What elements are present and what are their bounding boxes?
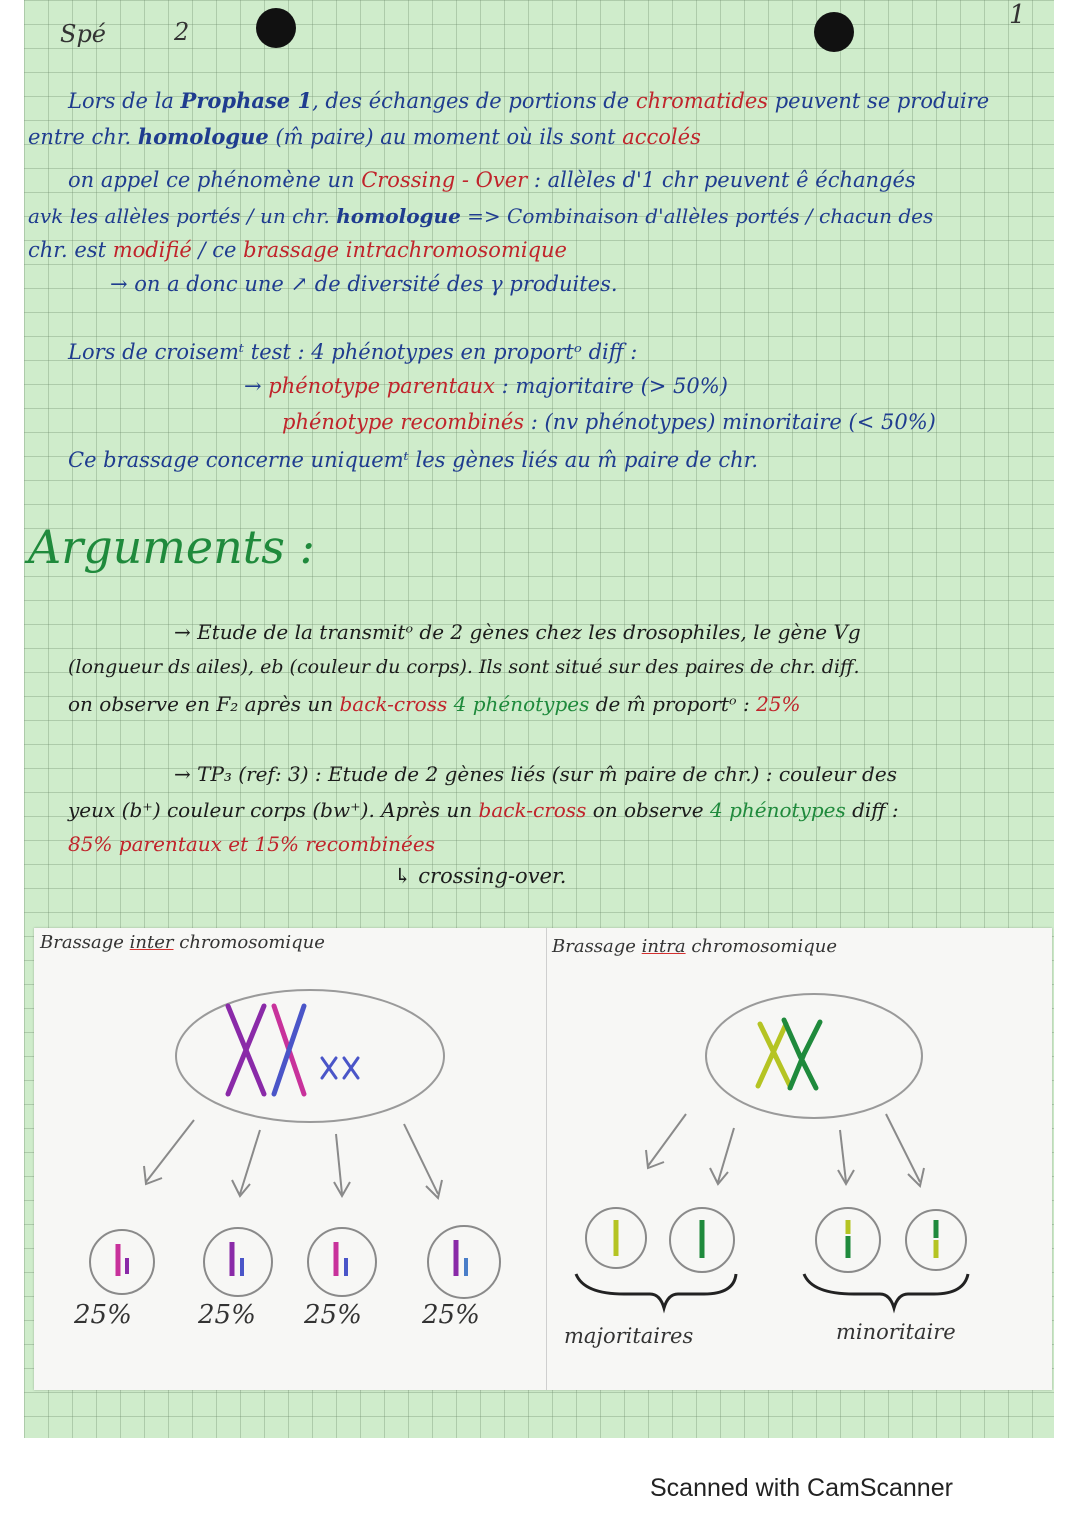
chapter-number: 2 bbox=[174, 18, 190, 46]
left-diagram-title: Brassage inter chromosomique bbox=[40, 932, 325, 953]
chromosomes-right-icon bbox=[758, 1020, 820, 1088]
binder-hole-icon bbox=[256, 8, 296, 48]
paragraph1-line2: entre chr. homologue (m̂ paire) au moment où ils sont accolés bbox=[28, 124, 701, 149]
argument2-line4: ↳ crossing-over. bbox=[394, 864, 567, 888]
page-number: 1 bbox=[1009, 0, 1026, 30]
percent-label: 25% bbox=[198, 1300, 256, 1330]
percent-label: 25% bbox=[74, 1300, 132, 1330]
paragraph2-line2: → phénotype parentaux : majoritaire (> 50%) bbox=[244, 374, 728, 398]
mother-cell-left bbox=[176, 990, 444, 1122]
percent-label: 25% bbox=[304, 1300, 362, 1330]
paragraph2-line3: phénotype recombinés : (nv phénotypes) minoritaire (< 50%) bbox=[282, 410, 936, 434]
division-arrows-right-icon bbox=[646, 1114, 924, 1186]
brace-majoritaires-icon bbox=[576, 1274, 736, 1308]
division-arrows-left-icon bbox=[144, 1120, 442, 1198]
arguments-heading: Arguments : bbox=[28, 520, 315, 574]
brace-minoritaire-icon bbox=[804, 1274, 968, 1308]
label-minoritaire: minoritaire bbox=[836, 1320, 956, 1344]
argument2-line1: → TP₃ (ref: 3) : Etude de 2 gènes liés (sur m̂ paire de chr.) : couleur des bbox=[174, 762, 897, 786]
right-diagram-title: Brassage intra chromosomique bbox=[552, 936, 838, 957]
paragraph1-line3: on appel ce phénomène un Crossing - Over : allèles d'1 chr peuvent ê échangés bbox=[68, 168, 916, 192]
label-majoritaires: majoritaires bbox=[564, 1324, 694, 1348]
gametes-right bbox=[586, 1208, 966, 1272]
gamete-cell bbox=[308, 1228, 376, 1296]
mother-cell-right bbox=[706, 994, 922, 1118]
gametes-left bbox=[90, 1226, 500, 1298]
gamete-cell bbox=[90, 1230, 154, 1294]
argument2-line3: 85% parentaux et 15% recombinées bbox=[68, 832, 435, 856]
paragraph1-line1: Lors de la Prophase 1, des échanges de portions de chromatides peuvent se produire bbox=[68, 88, 990, 113]
chromosomes-left-icon bbox=[228, 1006, 358, 1094]
argument1-line1: → Etude de la transmitᵒ de 2 gènes chez les drosophiles, le gène Vg bbox=[174, 620, 861, 644]
paragraph1-line6: → on a donc une ↗ de diversité des γ produites. bbox=[110, 272, 618, 296]
paragraph2-line1: Lors de croisemᵗ test : 4 phénotypes en proportᵒ diff : bbox=[68, 340, 638, 364]
scanner-watermark: Scanned with CamScanner bbox=[650, 1474, 953, 1502]
argument2-line2: yeux (b⁺) couleur corps (bw⁺). Après un back-cross on observe 4 phénotypes diff : bbox=[68, 798, 899, 822]
argument1-line2: (longueur ds ailes), eb (couleur du corps). Ils sont situé sur des paires de chr. diff. bbox=[68, 656, 860, 678]
paragraph1-line4: avk les allèles portés / un chr. homologue => Combinaison d'allèles portés / chacun des bbox=[28, 204, 934, 228]
binder-hole-icon bbox=[814, 12, 854, 52]
subject-label: Spé bbox=[60, 20, 107, 48]
paragraph2-line4: Ce brassage concerne uniquemᵗ les gènes liés au m̂ paire de chr. bbox=[68, 448, 759, 472]
gamete-cell bbox=[204, 1228, 272, 1296]
argument1-line3: on observe en F₂ après un back-cross 4 phénotypes de m̂ proportᵒ : 25% bbox=[68, 692, 801, 716]
percent-label: 25% bbox=[422, 1300, 480, 1330]
paragraph1-line5: chr. est modifié / ce brassage intrachromosomique bbox=[28, 238, 567, 262]
meiosis-diagram-panel bbox=[34, 928, 1052, 1390]
